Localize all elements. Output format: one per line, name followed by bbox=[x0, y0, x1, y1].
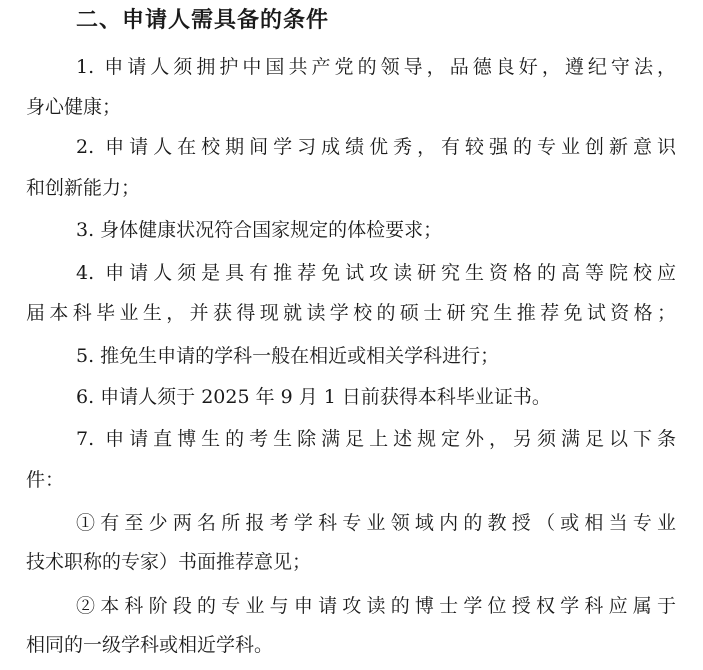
item-1-line-2: 身心健康； bbox=[26, 96, 122, 118]
item-6-line-1: 6. 申请人须于 2025 年 9 月 1 日前获得本科毕业证书。 bbox=[76, 386, 551, 408]
item-3-line-1: 3. 身体健康状况符合国家规定的体检要求； bbox=[76, 219, 443, 241]
item-5-line-1: 5. 推免生申请的学科一般在相近或相关学科进行； bbox=[76, 345, 500, 367]
item-1-line-1: 1. 申请人须拥护中国共产党的领导，品德良好，遵纪守法， bbox=[76, 56, 676, 78]
item-4-line-1: 4. 申请人须是具有推荐免试攻读研究生资格的高等院校应 bbox=[76, 262, 676, 284]
item-7-sub-2-line-1: ②本科阶段的专业与申请攻读的博士学位授权学科应属于 bbox=[76, 595, 676, 617]
section-title: 二、申请人需具备的条件 bbox=[76, 8, 330, 33]
item-4-line-2: 届本科毕业生，并获得现就读学校的硕士研究生推荐免试资格； bbox=[26, 302, 676, 324]
item-2-line-1: 2. 申请人在校期间学习成绩优秀，有较强的专业创新意识 bbox=[76, 136, 676, 158]
item-7-sub-2-line-2: 相同的一级学科或相近学科。 bbox=[26, 634, 274, 656]
item-2-line-2: 和创新能力； bbox=[26, 177, 141, 199]
item-7-line-1: 7. 申请直博生的考生除满足上述规定外，另须满足以下条 bbox=[76, 428, 676, 450]
item-7-sub-1-line-1: ①有至少两名所报考学科专业领域内的教授（或相当专业 bbox=[76, 512, 676, 534]
item-7-line-2: 件： bbox=[26, 469, 65, 491]
item-7-sub-1-line-2: 技术职称的专家）书面推荐意见； bbox=[26, 551, 312, 573]
